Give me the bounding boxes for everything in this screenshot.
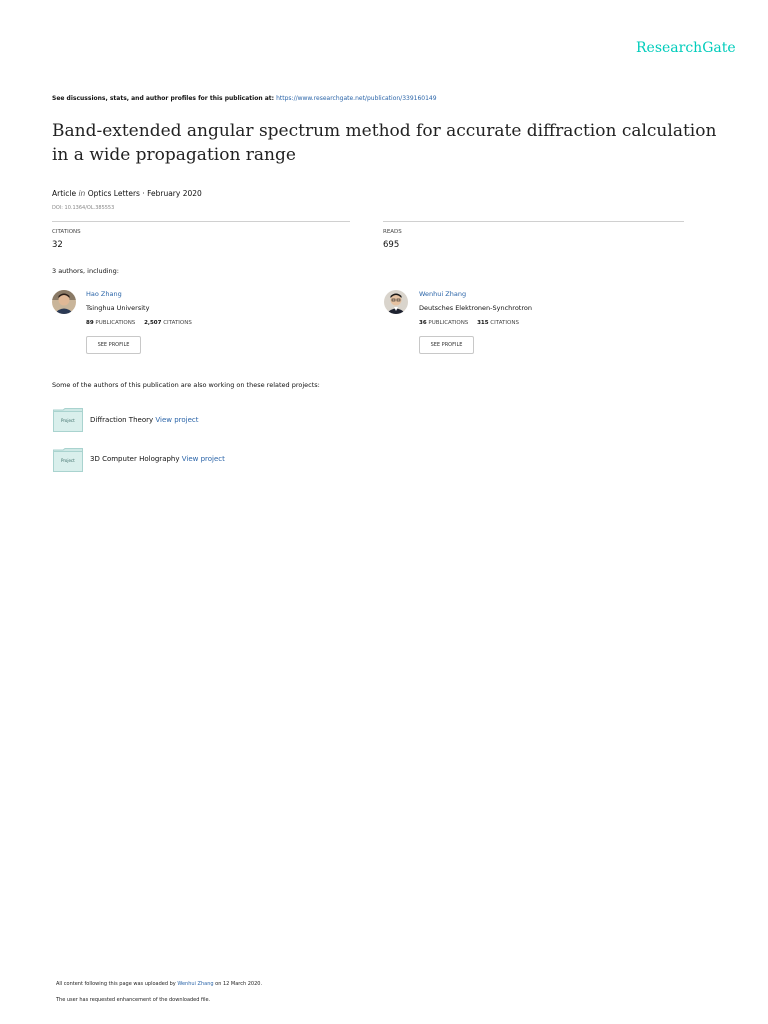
view-project-link[interactable]: View project (181, 455, 225, 463)
see-profile-button[interactable]: SEE PROFILE (419, 336, 474, 354)
reads-label: READS (383, 229, 402, 235)
folder-label: Project (61, 458, 75, 463)
project-name: 3D Computer Holography (90, 455, 180, 463)
upload-note (56, 981, 262, 987)
discussion-line (52, 95, 437, 102)
author-name-link[interactable]: Wenhui Zhang (419, 290, 467, 298)
journal-date: Optics Letters · February 2020 (87, 189, 202, 198)
avatar[interactable] (384, 290, 408, 314)
author-stats (419, 320, 519, 326)
publication-meta (52, 189, 202, 198)
publications-count: 36 (419, 320, 427, 326)
citations-count: 315 (477, 320, 489, 326)
project-folder-icon[interactable] (53, 448, 83, 472)
citations-count: 2,507 (144, 320, 162, 326)
project-item (90, 455, 225, 463)
citations-label: CITATIONS (52, 229, 81, 235)
doi: DOI: 10.1364/OL.385553 (52, 205, 115, 211)
enhancement-note: The user has requested enhancement of the downloaded file. (56, 997, 211, 1003)
project-item (90, 416, 199, 424)
project-folder-icon[interactable] (53, 408, 83, 432)
author-name-link[interactable]: Hao Zhang (86, 290, 122, 298)
author-photo-icon (384, 290, 408, 314)
discussion-prefix: See discussions, stats, and author profiles for this publication at: (52, 95, 275, 102)
uploader-link[interactable]: Wenhui Zhang (177, 981, 214, 987)
see-profile-button[interactable]: SEE PROFILE (86, 336, 141, 354)
article-type: Article (52, 189, 77, 198)
in-word: in (78, 189, 86, 198)
divider-left (52, 221, 350, 222)
author-photo-icon (52, 290, 76, 314)
citations-count-label: CITATIONS (490, 320, 519, 326)
publication-url-link[interactable]: https://www.researchgate.net/publication/339160149 (276, 95, 437, 102)
publications-label: PUBLICATIONS (428, 320, 469, 326)
view-project-link[interactable]: View project (155, 416, 199, 424)
upload-suffix: on 12 March 2020. (215, 981, 263, 987)
upload-prefix: All content following this page was uploaded by (56, 981, 176, 987)
authors-heading: 3 authors, including: (52, 267, 119, 275)
publications-label: PUBLICATIONS (95, 320, 136, 326)
divider-right (383, 221, 684, 222)
author-institution: Deutsches Elektronen-Synchrotron (419, 304, 532, 312)
related-projects-heading: Some of the authors of this publication are also working on these related projects: (52, 381, 320, 389)
avatar[interactable] (52, 290, 76, 314)
reads-value: 695 (383, 240, 400, 250)
author-institution: Tsinghua University (86, 304, 150, 312)
citations-value: 32 (52, 240, 63, 250)
publication-title: Band-extended angular spectrum method for accurate diffraction calculation in a wide propagation range (52, 121, 717, 165)
folder-label: Project (61, 418, 75, 423)
author-stats (86, 320, 192, 326)
project-name: Diffraction Theory (90, 416, 154, 424)
publications-count: 89 (86, 320, 94, 326)
researchgate-logo[interactable]: ResearchGate (636, 40, 736, 56)
citations-count-label: CITATIONS (163, 320, 192, 326)
